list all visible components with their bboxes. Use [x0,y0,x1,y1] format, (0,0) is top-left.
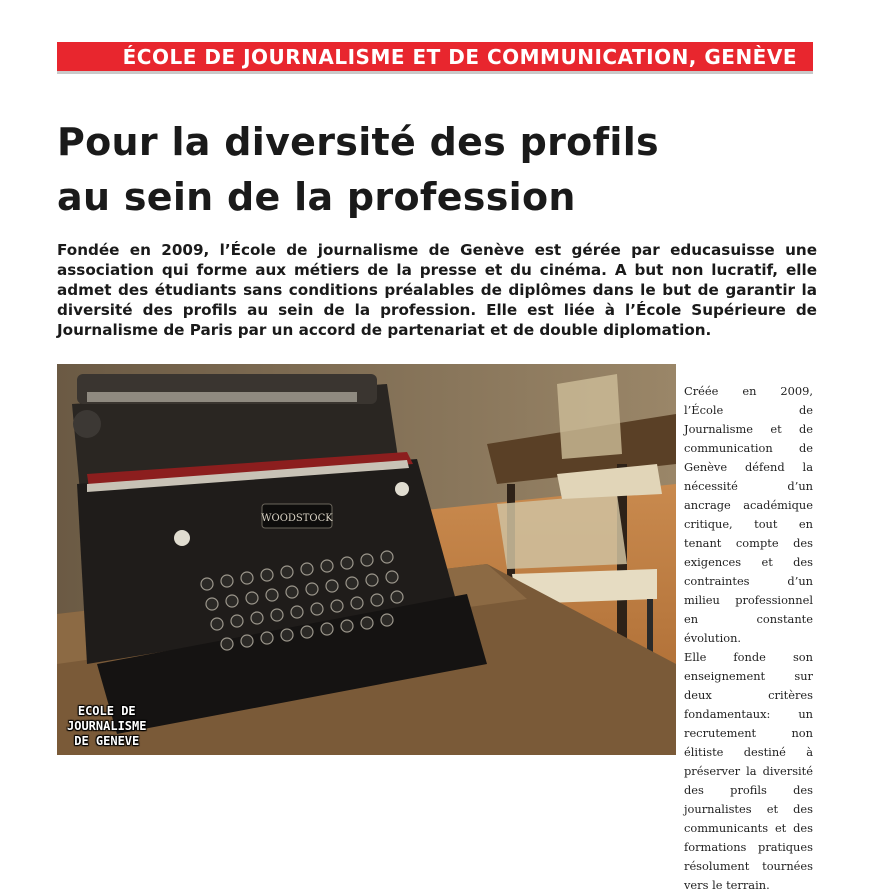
banner-text: ÉCOLE DE JOURNALISME ET DE COMMUNICATION, GENÈVE [122,44,797,69]
title-line-1: Pour la diversité des profils [57,120,659,164]
sidebar-paragraph-1: Créée en 2009, l’École de Journalisme et de communication de Genève défend la nécessité d’un ancrage académique critique, tout en tenant compte des exigences et des contraintes d’un milieu professionnel en constante évolution. [684,384,813,645]
photo-caption [67,704,146,749]
typewriter-photo [57,364,676,755]
title-line-2: au sein de la profession [57,175,576,219]
section-banner [57,42,813,74]
caption-line-3: DE GENEVE [74,734,140,748]
caption-line-1: ECOLE DE [77,704,136,718]
photo-illustration [57,364,676,755]
article-title [57,115,837,225]
typewriter-brand: WOODSTOCK [261,513,333,524]
article-intro: Fondée en 2009, l’École de journalisme de Genève est gérée par educasuisse une association qui forme aux métiers de la presse et du cinéma. A but non lucratif, elle admet des étudiants sans conditions préalables de diplômes dans le but de garantir la diversité des profils au sein de la profession. Elle est liée à l’École Supérieure de Journalisme de Paris par un accord de partenariat et de double diplomation. [57,241,817,339]
sidebar-text [684,382,813,895]
caption-line-2: JOURNALISME [67,719,147,733]
sidebar-paragraph-2: Elle fonde son enseignement sur deux critères fondamentaux: un recrutement non élitiste destiné à préserver la diversité des profils des journalistes et des communicants et des formations pratiques résolument tournées vers le terrain. [684,650,813,892]
